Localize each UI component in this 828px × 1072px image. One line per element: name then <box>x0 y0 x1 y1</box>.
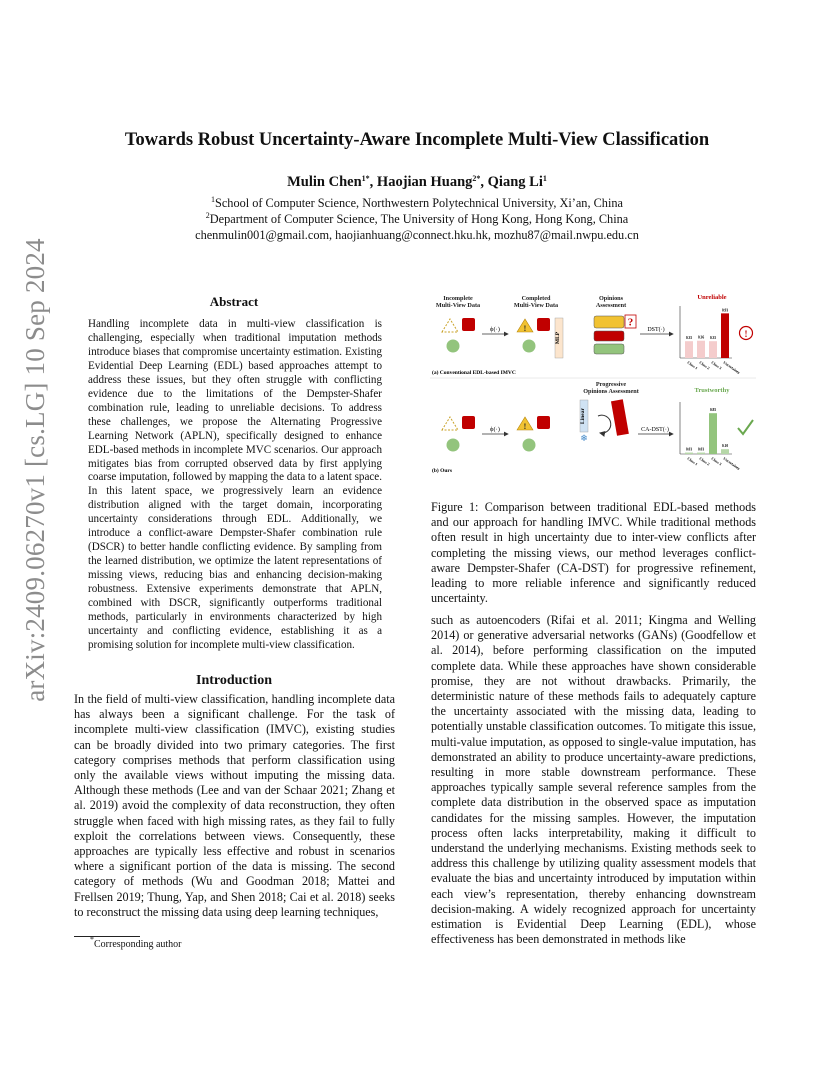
affiliation <box>60 196 774 211</box>
category-tick-label: Uncertainty <box>722 360 741 375</box>
header-opinions-line1: Opinions <box>598 295 624 302</box>
bar <box>685 341 693 358</box>
view-square-icon <box>462 416 475 429</box>
author-name: Mulin Chen <box>287 174 362 190</box>
bar <box>697 453 705 454</box>
bar <box>709 413 717 454</box>
check-icon <box>738 420 753 434</box>
affiliation-mark: 2 <box>205 211 210 220</box>
bar <box>721 313 729 358</box>
affiliation-text: School of Computer Science, Northwestern Polytechnical University, Xi’an, China <box>215 196 623 210</box>
author-name: Qiang Li <box>487 174 543 190</box>
paper-title: Towards Robust Uncertainty-Aware Incomplete Multi-View Classification <box>124 130 710 150</box>
bar <box>697 341 705 358</box>
question-icon: ? <box>627 316 634 329</box>
panel-b-label: (b) Ours <box>432 468 453 474</box>
category-tick-label: Uncertainty <box>722 456 741 471</box>
bar <box>709 341 717 358</box>
author-affiliation-mark: 1* <box>361 174 370 183</box>
progressive-block <box>611 399 629 436</box>
opinion-box-yellow <box>594 316 624 328</box>
bar-value-label: 0.93 <box>721 308 729 313</box>
phi-label: ϕ(·) <box>490 426 500 433</box>
category-tick-label: Class 1 <box>686 456 699 467</box>
bar-value-label: 0.35 <box>685 336 693 341</box>
cadst-label: CA-DST(·) <box>641 427 669 433</box>
footnote <box>90 935 182 950</box>
author-name: Haojian Huang <box>376 174 473 190</box>
dst-label: DST(·) <box>647 327 665 333</box>
bar-value-label: 0.35 <box>709 336 717 341</box>
opinion-box-green <box>594 344 624 354</box>
category-tick-label: Class 3 <box>710 360 723 371</box>
exclaim-icon: ! <box>523 324 527 333</box>
missing-view-triangle-icon <box>442 417 458 430</box>
view-circle-icon <box>447 439 460 452</box>
author-separator: , <box>369 174 377 190</box>
trustworthy-label: Trustworthy <box>694 387 730 394</box>
panel-a-label: (a) Conventional EDL-based IMVC <box>432 370 516 376</box>
snowflake-icon: ❄ <box>580 433 588 443</box>
bar <box>685 453 693 454</box>
view-circle-icon <box>523 340 536 353</box>
author-list <box>60 174 774 191</box>
missing-view-triangle-icon <box>442 319 458 332</box>
opinion-boxes <box>594 316 624 354</box>
introduction-heading: Introduction <box>196 673 272 688</box>
header-completed-line1: Completed <box>521 295 551 302</box>
header-progressive-line1: Progressive <box>595 381 627 388</box>
bar-value-label: 0.03 <box>697 447 705 452</box>
bar-value-label: 0.36 <box>697 335 705 340</box>
exclaim-icon: ! <box>523 422 527 431</box>
view-circle-icon <box>447 340 460 353</box>
right-column-body: such as autoencoders (Rifai et al. 2011; Kingma and Welling 2014) or generative adversarial networks (GANs) (Goodfellow et al. 2014), before performing classification on the imputed complete data. While these approaches have shown considerable promise, they are not without drawbacks. Primarily, the deterministic nature of these methods fails to adequately capture the uncertainty associated with the missing data, leading to potentially unstable classification outcomes. To mitigate this issue, multi-value imputation, as opposed to single-value imputation, has demonstrated an ability to produce uncertainty-aware predictions, resulting in more stable downstream performance. These approaches typically sample several reference samples from the complete data distribution in the observed space as imputation candidates for the missing samples. However, the imputation process often lacks interpretability, making it difficult to understand the underlying mechanisms. Existing methods seek to address this challenge by utilizing quality assessment models that evaluate the bias and uncertainty introduced by imputation within each view’s representation, thereby enhancing downstream decision-making. A widely recognized approach for uncertainty estimation is Evidential Deep Learning (EDL), whose effectiveness has been demonstrated in methods like <box>431 613 756 947</box>
bar-value-label: 0.85 <box>709 408 717 413</box>
header-incomplete-line2: Multi-View Data <box>435 302 481 309</box>
bar-value-label: 0.03 <box>685 447 693 452</box>
bar-value-label: 0.10 <box>721 444 729 449</box>
category-tick-label: Class 2 <box>698 456 711 467</box>
introduction-body: In the field of multi-view classification, handling incomplete data has always been a significant challenge. For the task of incomplete multi-view classification (IMVC), existing studies can be broadly divided into two primary categories. The first category comprises methods that perform classification using only the available views without imputing the missing data. Although these methods (Lee and van der Schaar 2021; Zhang et al. 2019) avoid the complexity of data reconstruction, they often struggle when faced with high missing rates, as they fail to fully exploit the correlations between views. Consequently, these approaches are typically less effective and robust in scenarios where a significant portion of the data is missing. The second category of methods (Wu and Goodman 2018; Mattei and Frellsen 2019; Thung, Yap, and Shen 2018; Cai et al. 2018) seeks to reconstruct the missing data using deep learning techniques, <box>74 692 395 919</box>
view-square-icon <box>537 416 550 429</box>
footnote-text: Corresponding author <box>94 939 182 950</box>
mlp-label: MLP <box>555 331 561 345</box>
view-square-icon <box>462 318 475 331</box>
affiliation <box>60 212 774 227</box>
author-separator: , <box>480 174 488 190</box>
unreliable-label: Unreliable <box>697 294 727 301</box>
author-emails: chenmulin001@gmail.com, haojianhuang@connect.hku.hk, mozhu87@mail.nwpu.edu.cn <box>195 228 639 242</box>
category-tick-label: Class 3 <box>710 456 723 467</box>
refine-cycle-icon <box>598 415 611 433</box>
footnote-mark: * <box>90 935 94 944</box>
view-square-icon <box>537 318 550 331</box>
figure-1-diagram <box>428 288 758 478</box>
figure-caption: Figure 1: Comparison between traditional EDL-based methods and our approach for handling IMVC. While traditional methods often result in high uncertainty due to inter-view conflicts after completing the missing views, our method leverages conflict-aware Dempster-Shafer (CA-DST) for progressive refinement, leading to more reliable inference and significantly reduced uncertainty. <box>431 500 756 606</box>
abstract-body: Handling incomplete data in multi-view classification is challenging, especially when traditional imputation methods introduce biases that compromise uncertainty estimation. Existing Evidential Deep Learning (EDL) based approaches attempt to address these issues, but they often struggle with conflicting evidence due to the limitations of the Dempster-Shafer combination rule, leading to unreliable decisions. To address these challenges, we propose the Alternating Progressive Learning Network (APLN), specifically designed to enhance EDL-based methods in incomplete MVC scenarios. Our approach mitigates bias from corrupted observed data by first applying coarse imputation, followed by mapping the data to a latent space. In this latent space, we progressively learn an evidence distribution aligned with the target domain, incorporating uncertainty considerations through EDL. Additionally, we introduce a conflict-aware Dempster-Shafer combination rule (DSCR) to better handle conflicting evidence. By sampling from the learned distribution, we optimize the latent representations of missing views, reducing bias and enhancing decision-making robustness. Extensive experiments demonstrate that APLN, combined with DSCR, significantly outperforms traditional methods, particularly in environments characterized by high uncertainty and conflicting evidence, establishing it as a promising solution for incomplete multi-view classification. <box>88 318 382 651</box>
category-tick-label: Class 1 <box>686 360 699 371</box>
opinion-box-red <box>594 331 624 341</box>
view-circle-icon <box>523 439 536 452</box>
bar <box>721 449 729 454</box>
affiliation-mark: 1 <box>211 195 215 204</box>
alert-exclaim-icon: ! <box>744 329 748 339</box>
header-incomplete-line1: Incomplete <box>443 295 473 302</box>
category-tick-label: Class 2 <box>698 360 711 371</box>
header-opinions-line2: Assessment <box>595 302 627 309</box>
arxiv-identifier: arXiv:2409.06270v1 [cs.LG] 10 Sep 2024 <box>20 238 50 702</box>
unreliable-bar-chart <box>680 306 741 375</box>
trustworthy-bar-chart <box>680 402 741 471</box>
linear-label: Linear <box>580 408 586 424</box>
phi-label: ϕ(·) <box>490 326 500 333</box>
footnote-rule <box>74 936 140 937</box>
affiliation-text: Department of Computer Science, The University of Hong Kong, Hong Kong, China <box>209 212 629 226</box>
abstract-heading: Abstract <box>209 294 259 309</box>
header-completed-line2: Multi-View Data <box>513 302 559 309</box>
author-affiliation-mark: 2* <box>472 174 481 183</box>
header-progressive-line2: Opinions Assessment <box>583 388 639 395</box>
author-affiliation-mark: 1 <box>542 174 547 183</box>
